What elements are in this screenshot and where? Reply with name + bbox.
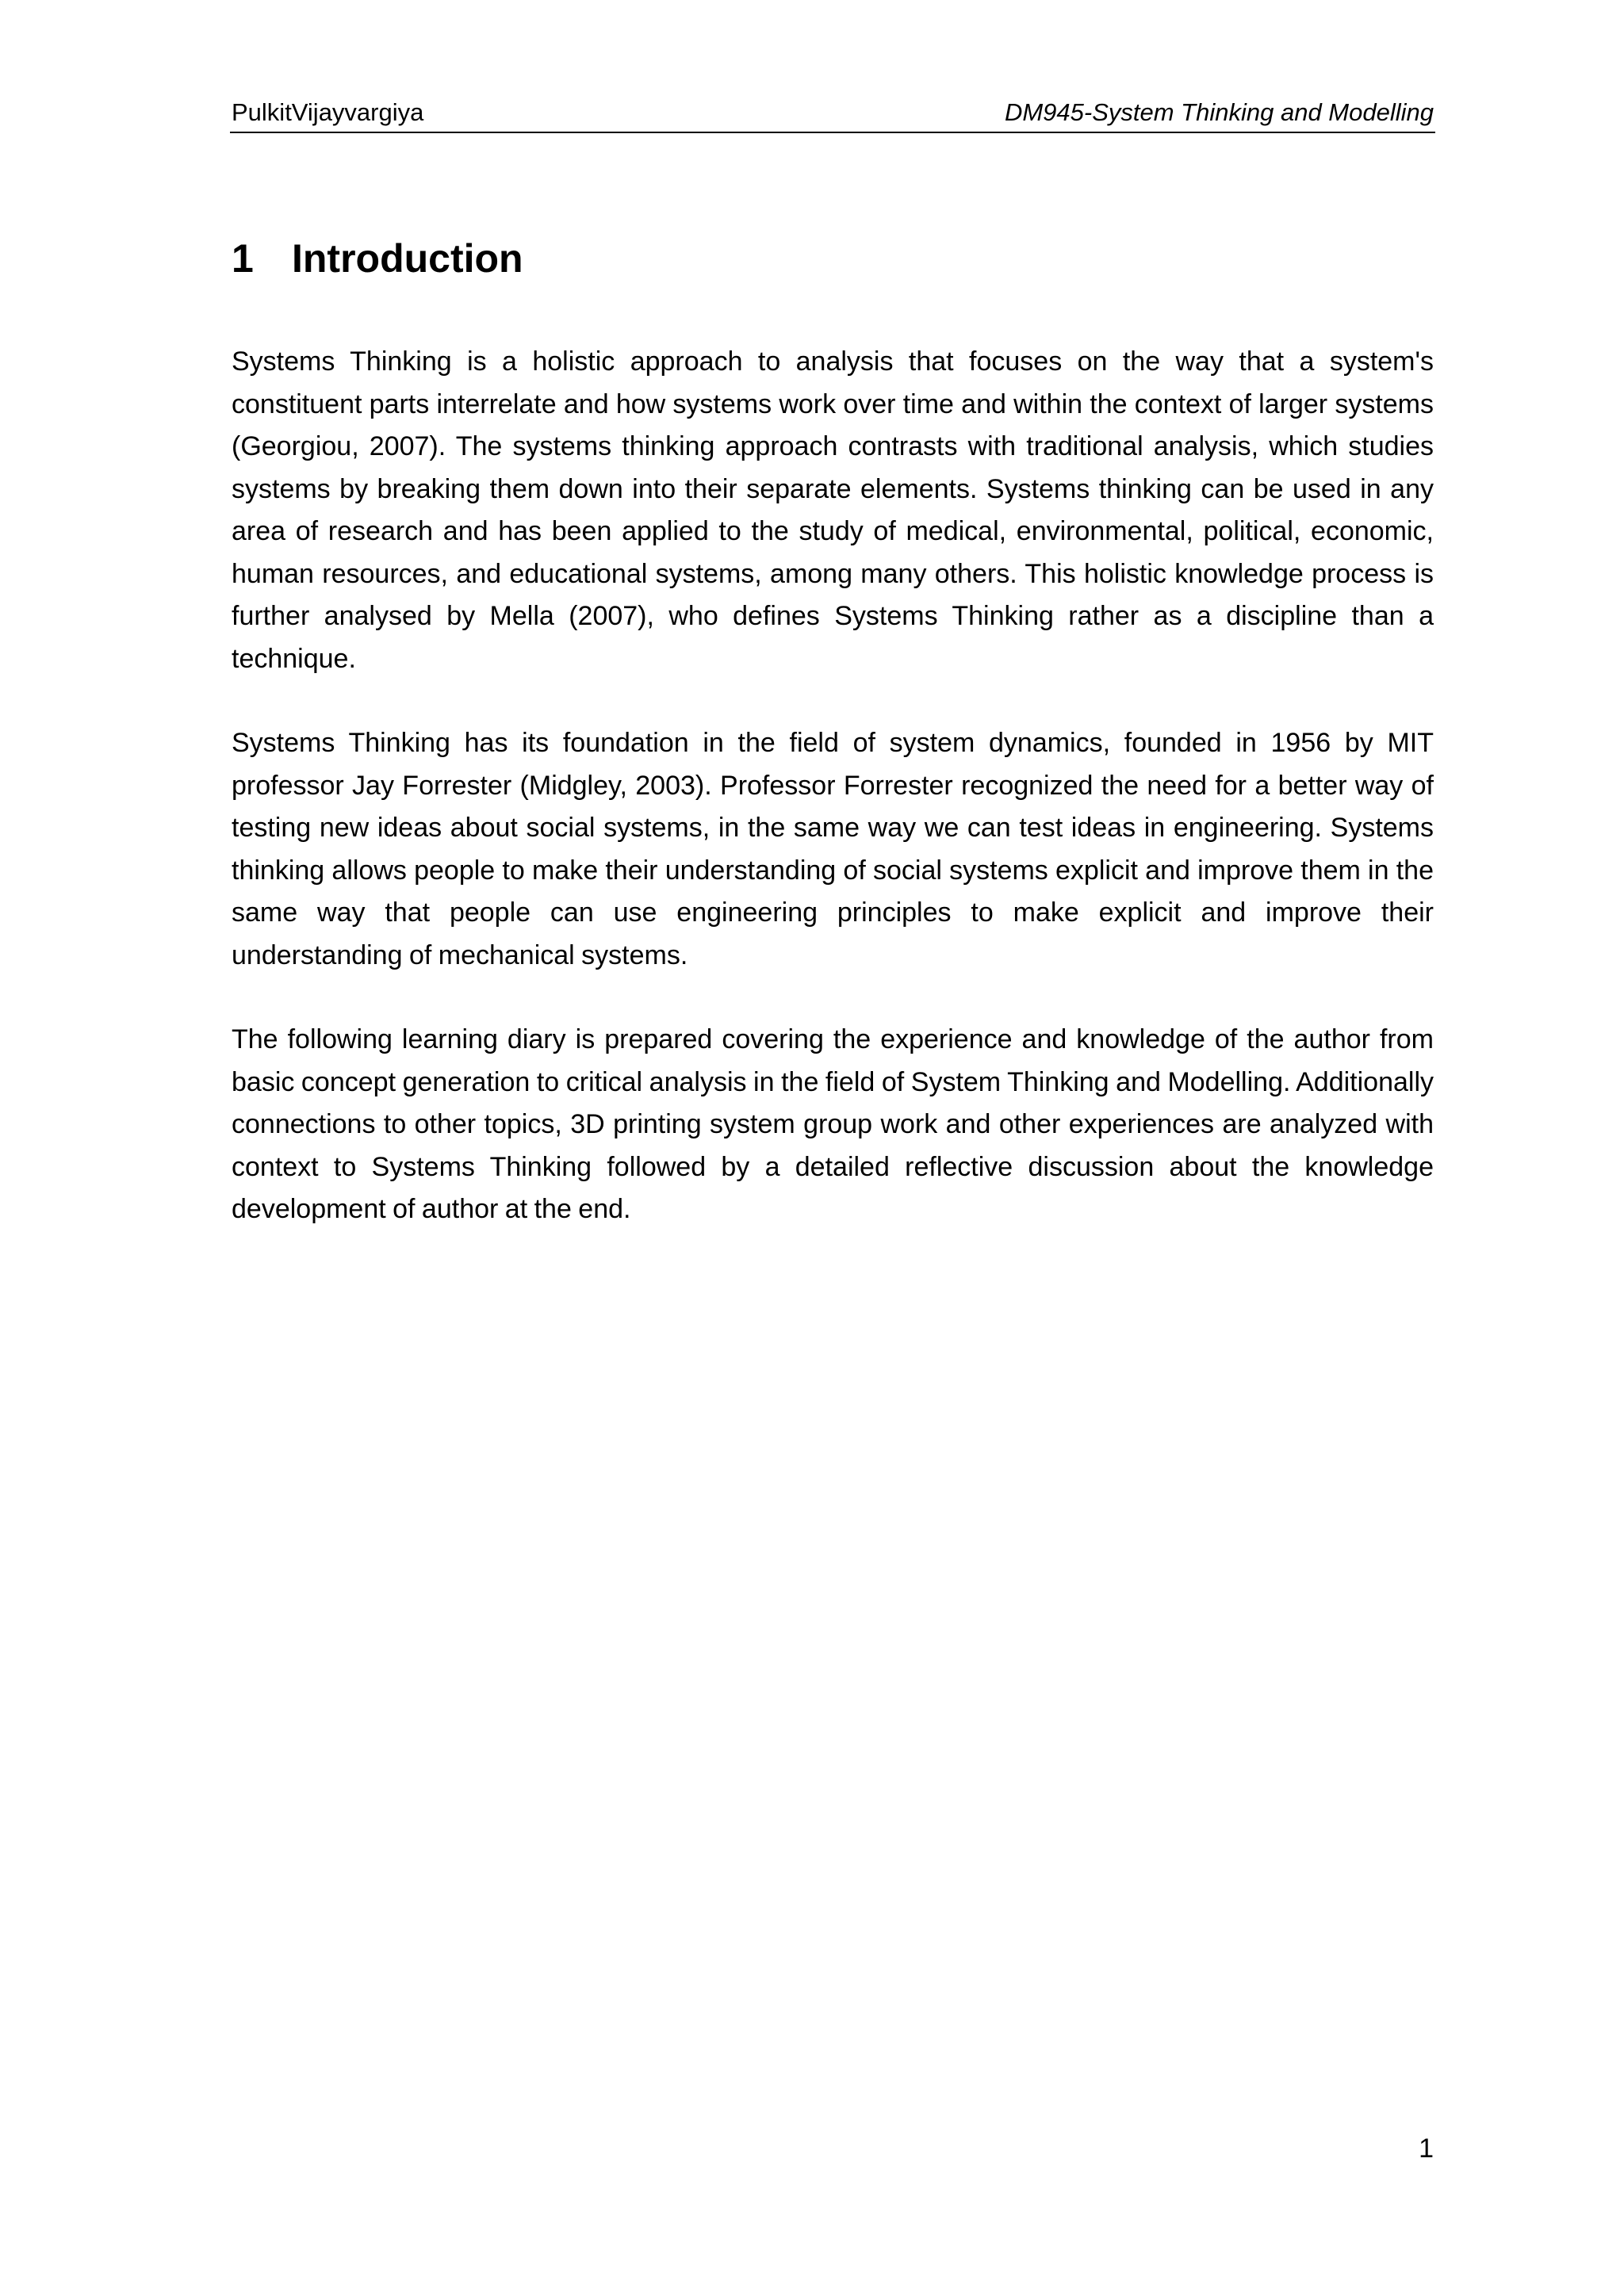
paragraph-systems-thinking-definition: Systems Thinking is a holistic approach to analysis that focuses on the way that a system's constituent parts interrelate and how systems work over time and within the context of larger systems (Georgiou, 2007). The systems thinking approach contrasts with traditional analysis, which studies systems by breaking them down into their separate elements. Systems thinking can be used in any area of research and has been applied to the study of medical, environmental, political, economic, human resources, and educational systems, among many others. This holistic knowledge process is further analysed by Mella (2007), who defines Systems Thinking rather as a discipline than a technique. xyxy=(232,346,1434,674)
section-title: Introduction xyxy=(292,236,523,281)
header-author: PulkitVijayvargiya xyxy=(232,98,424,126)
header-course-title: DM945-System Thinking and Modelling xyxy=(1004,98,1434,126)
page-number: 1 xyxy=(1419,2133,1434,2164)
paragraph-system-dynamics-origin: Systems Thinking has its foundation in the field of system dynamics, founded in 1956 by MIT professor Jay Forrester (Midgley, 2003). Professor Forrester recognized the need for a better way of testing new ideas about social systems, in the same way we can test ideas in engineering. Systems thinking allows people to make their understanding of social systems explicit and improve them in the same way that people can use engineering principles to make explicit and improve their understanding of mechanical systems. xyxy=(232,728,1434,970)
body-text xyxy=(232,341,1434,1273)
paragraph-learning-diary-overview: The following learning diary is prepared covering the experience and knowledge of the author from basic concept generation to critical analysis in the field of System Thinking and Modelling. Additionally connections to other topics, 3D printing system group work and other experiences are analyzed with context to Systems Thinking followed by a detailed reflective discussion about the knowledge development of author at the end. xyxy=(232,1024,1434,1224)
running-header xyxy=(230,95,1435,133)
section-number: 1 xyxy=(232,236,254,281)
section-heading xyxy=(232,233,523,284)
